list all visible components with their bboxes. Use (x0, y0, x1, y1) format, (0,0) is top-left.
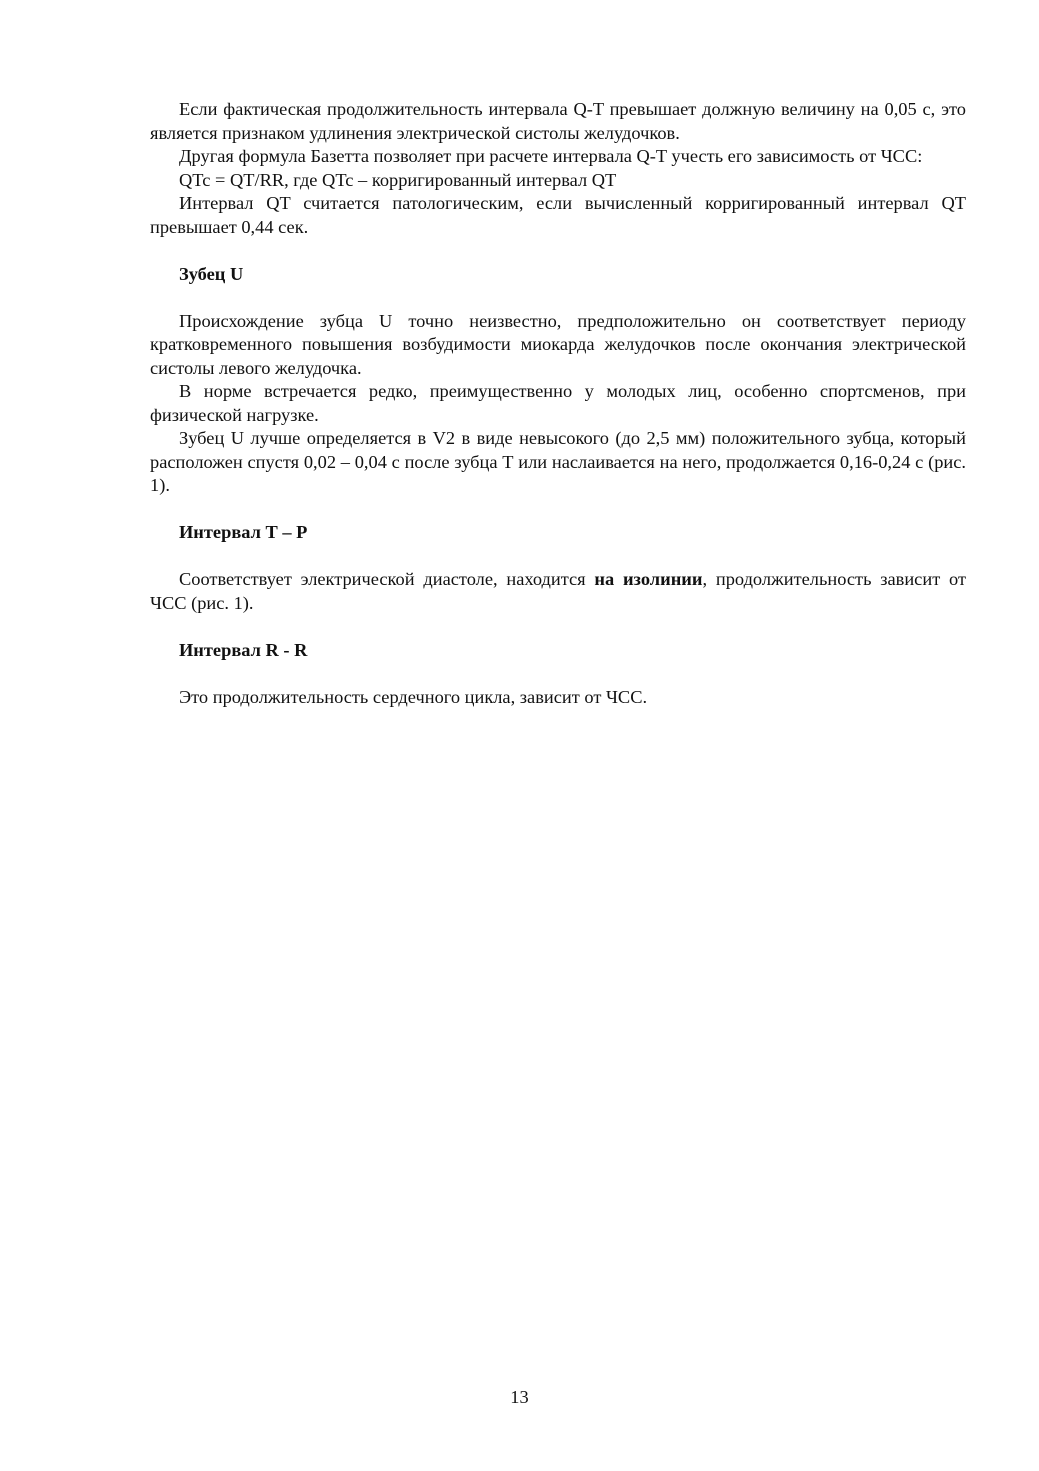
u-wave-paragraph-1: Происхождение зубца U точно неизвестно, предположительно он соответствует периоду кратковременного повышения возбудимости миокарда желудочков после окончания электрической систолы левого желудочка. (150, 310, 966, 378)
u-wave-paragraph-2: В норме встречается редко, преимущественно у молодых лиц, особенно спортсменов, при физической нагрузке. (150, 381, 966, 425)
page-number: 13 (510, 1387, 529, 1407)
qt-paragraph-4: Интервал QT считается патологическим, если вычисленный корригированный интервал QT превышает 0,44 сек. (150, 193, 966, 237)
tp-interval-heading: Интервал Т – Р (179, 522, 308, 542)
tp-text-before: Соответствует электрической диастоле, находится (179, 569, 595, 589)
qt-paragraph-2: Другая формула Базетта позволяет при расчете интервала Q-T учесть его зависимость от ЧСС: (179, 146, 923, 166)
tp-text-after: , продолжительность зависит от ЧСС (рис. 1). (150, 569, 966, 613)
tp-interval-paragraph (150, 568, 966, 615)
tp-text-bold: на изолинии (594, 569, 703, 589)
rr-interval-paragraph: Это продолжительность сердечного цикла, зависит от ЧСС. (179, 686, 648, 707)
rr-interval-heading: Интервал R - R (179, 639, 308, 660)
u-wave-heading: Зубец U (179, 263, 244, 284)
qt-paragraph-1: Если фактическая продолжительность интервала Q-T превышает должную величину на 0,05 с, это является признаком удлинения электрической систолы желудочков. (150, 99, 966, 143)
u-wave-paragraph-3: Зубец U лучше определяется в V2 в виде невысокого (до 2,5 мм) положительного зубца, который расположен спустя 0,02 – 0,04 с после зубца Т или наслаивается на него, продолжается 0,16-0,24 с (рис. 1). (150, 428, 966, 495)
qtc-formula: QTc = QT/RR, где QTc – корригированный интервал QT (179, 169, 617, 190)
document-page (150, 98, 966, 709)
